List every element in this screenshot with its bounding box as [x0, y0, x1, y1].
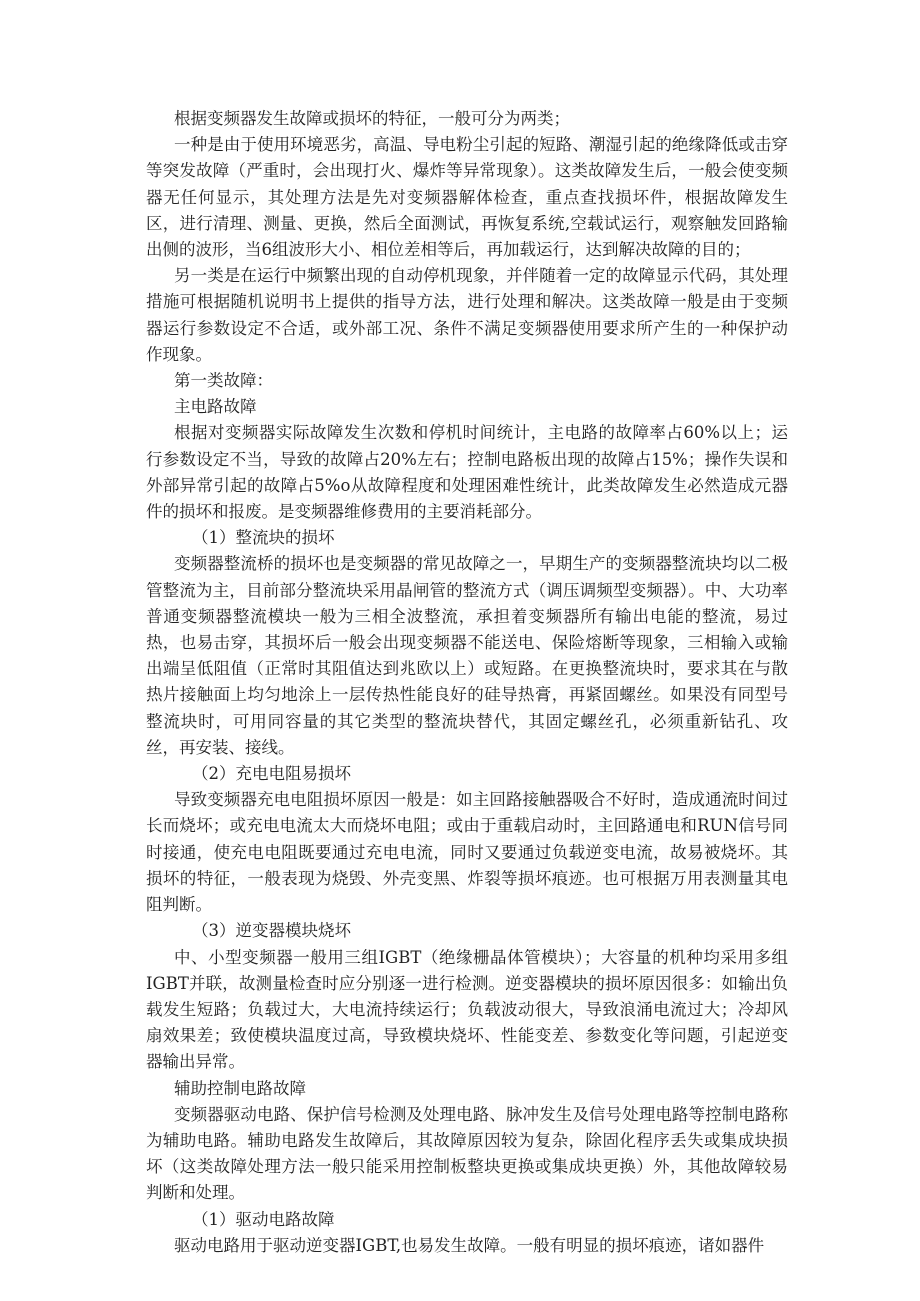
section-heading-auxiliary-control: 辅助控制电路故障: [174, 1078, 306, 1098]
paragraph-auxiliary-control: 变频器驱动电路、保护信号检测及处理电路、脉冲发生及信号处理电路等控制电路称为辅助电路。辅助电路发生故障后，其故障原因较为复杂，除固化程序丢失或集成块损坏（这类故障处理方法一般只能采用控制板整块更换或集成块更换）外，其他故障较易判断和处理。: [146, 1104, 788, 1203]
paragraph-type-two: 另一类是在运行中频繁出现的自动停机现象，并伴随着一定的故障显示代码，其处理措施可根据随机说明书上提供的指导方法，进行处理和解决。这类故障一般是由于变频器运行参数设定不合适，或外部工况、条件不满足变频器使用要求所产生的一种保护动作现象。: [146, 266, 788, 364]
paragraph-rectifier: 变频器整流桥的损坏也是变频器的常见故障之一，早期生产的变频器整流块均以二极管整流为主，目前部分整流块采用晶闸管的整流方式（调压调频型变频器）。中、大功率普通变频器整流模块一般为三相全波整流，承担着变频器所有输出电能的整流，易过热，也易击穿，其损坏后一般会出现变频器不能送电、保险熔断等现象，三相输入或输出端呈低阻值（正常时其阻值达到兆欧以上）或短路。在更换整流块时，要求其在与散热片接触面上均匀地涂上一层传热性能良好的硅导热膏，再紧固螺丝。如果没有同型号整流块时，可用同容量的其它类型的整流块替代，其固定螺丝孔，必须重新钻孔、攻丝，再安装、接线。: [146, 554, 788, 757]
paragraph-drive-circuit: 驱动电路用于驱动逆变器IGBT,也易发生故障。一般有明显的损坏痕迹，诸如器件: [174, 1235, 765, 1255]
section-heading-main-circuit: 主电路故障: [174, 397, 257, 417]
paragraph-type-one: 一种是由于使用环境恶劣，高温、导电粉尘引起的短路、潮湿引起的绝缘降低或击穿等突发故障（严重时，会出现打火、爆炸等异常现象）。这类故障发生后，一般会使变频器无任何显示，其处理方法是先对变频器解体检查，重点查找损坏件，根据故障发生区，进行清理、测量、更换，然后全面测试，再恢复系统,空载试运行，观察触发回路输出侧的波形，当6组波形大小、相位差相等后，再加载运行，达到解决故障的目的；: [146, 135, 788, 260]
subheading-inverter-module: （3）逆变器模块烧坏: [192, 921, 351, 941]
document-page: [146, 106, 788, 1259]
paragraph-intro: 根据变频器发生故障或损坏的特征，一般可分为两类；: [174, 109, 570, 128]
paragraph-charging-resistor: 导致变频器充电电阻损坏原因一般是：如主回路接触器吸合不好时，造成通流时间过长而烧坏；或充电电流太大而烧坏电阻；或由于重载启动时，主回路通电和RUN信号同时接通，使充电电阻既要通过充电电流，同时又要通过负载逆变电流，故易被烧坏。其损坏的特征，一般表现为烧毁、外壳变黑、炸裂等损坏痕迹。也可根据万用表测量其电阻判断。: [146, 790, 788, 915]
subheading-rectifier: （1）整流块的损坏: [192, 528, 335, 548]
section-heading-first-type: 第一类故障：: [174, 371, 273, 391]
subheading-drive-circuit: （1）驱动电路故障: [192, 1209, 335, 1229]
paragraph-main-circuit-stats: 根据对变频器实际故障发生次数和停机时间统计，主电路的故障率占60%以上；运行参数设定不当，导致的故障占20%左右；控制电路板出现的故障占15%；操作失误和外部异常引起的故障占5%o从故障程度和处理困难性统计，此类故障发生必然造成元器件的损坏和报废。是变频器维修费用的主要消耗部分。: [146, 423, 788, 522]
subheading-charging-resistor: （2）充电电阻易损坏: [192, 764, 351, 784]
paragraph-inverter-module: 中、小型变频器一般用三组IGBT（绝缘栅晶体管模块）；大容量的机种均采用多组IGBT并联，故测量检查时应分别逐一进行检测。逆变器模块的损坏原因很多：如输出负载发生短路；负载过大，大电流持续运行；负载波动很大，导致浪涌电流过大；冷却风扇效果差；致使模块温度过高，导致模块烧坏、性能变差、参数变化等问题，引起逆变器输出异常。: [146, 947, 788, 1072]
